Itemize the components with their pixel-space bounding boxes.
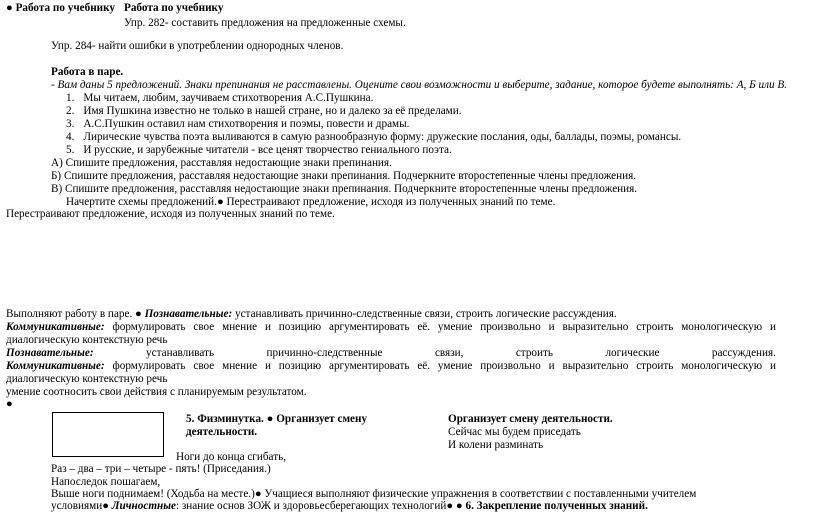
task-b: Б) Спишите предложения, расставляя недостающие знаки препинания. Подчеркните второстепенные члены предложения. [51,170,637,182]
pair-title: Работа в паре. [51,66,124,78]
bullet: ● [254,488,262,500]
task-v: В) Спишите предложения, расставляя недостающие знаки препинания. Подчеркните второстепенные члены предложения. [51,183,638,195]
poem-line: Напоследок пошагаем, [51,476,161,488]
bullet: ● [6,398,13,410]
uud-comm-1: Коммуникативные: формулировать свое мнение и позицию аргументировать её. умение произвольно и выразительно строить монологическую и [6,321,776,333]
pair-intro: - Вам даны 5 предложений. Знаки препинания не расставлены. Оцените свои возможности и выберите, задание, которое будете выполнять: А, Б или В. [51,79,788,91]
bullet: ● [6,2,13,14]
image-placeholder-box [52,412,164,457]
poem-line: Выше ноги поднимаем! (Ходьба на месте.)● Учащиеся выполняют физические упражнения в соответствии с поставленными учителем [51,488,697,500]
poem-line: Раз – два – три – четыре - пять! (Приседания.) [51,463,271,475]
last-line: условиями● Личностные: знание основ ЗОЖ и здоровьесберегающих технологий● ● 6. Закрепление полученных знаний. [51,500,648,512]
right-line-2: И колени разминать [448,439,544,451]
uud-comm-1-cont: диалогическую контекстную речь [6,334,168,346]
uud-correlate: умение соотносить свои действия с планируемым результатом. [6,386,307,398]
bullet: ● [455,500,463,512]
header-col2: Работа по учебнику [124,2,224,14]
list-item: 4. Лирические чувства поэта выливаются в самую разнообразную форму: дружеские послания, оды, баллады, поэмы, романсы. [66,131,682,143]
header-col1: Работа по учебнику [15,2,115,14]
bullet: ● [102,500,109,512]
list-item: 3. А.С.Пушкин оставил нам стихотворения и поэмы, повести и драмы. [66,118,410,130]
uud-line-1: Выполняют работу в паре. ● Познавательные: устанавливать причинно-следственные связи, строить логические рассуждения. [6,308,617,320]
uud-comm-2-cont: диалогическую контекстную речь [6,373,168,385]
header-line [6,2,115,15]
bullet: ● [135,308,142,320]
right-title: Организует смену деятельности. [448,413,613,425]
task-a: А) Спишите предложения, расставляя недостающие знаки препинания. [51,157,392,169]
bullet: ● [266,413,274,425]
exercise-282: Упр. 282- составить предложения на предложенные схемы. [124,17,406,29]
list-item: 1. Мы читаем, любим, заучиваем стихотворения А.С.Пушкина. [66,92,374,104]
draw-schemes: Начертите схемы предложений.● Перестраивают предложение, исходя из полученных знаний по теме. [66,196,556,208]
uud-cog-2: Познавательные: устанавливать причинно-следственные связи, строить логические рассуждения. [6,347,776,359]
poem-line: Ноги до конца сгибать, [176,451,287,463]
bullet: ● [446,500,454,512]
exercise-284: Упр. 284- найти ошибки в употреблении однородных членов. [51,40,344,52]
physical-title-line2: деятельности. [186,426,258,438]
list-item: 5. И русские, и зарубежные читатели - все ценят творчество гениального поэта. [66,144,452,156]
uud-comm-2: Коммуникативные: формулировать свое мнение и позицию аргументировать её. умение произвольно и выразительно строить монологическую и [6,360,776,372]
right-line-1: Сейчас мы будем приседать [448,426,581,438]
physical-title: 5. Физминутка. ● Организует смену [186,413,368,425]
rebuild-sentence: Перестраивают предложение, исходя из полученных знаний по теме. [6,208,335,220]
bullet: ● [216,196,224,208]
list-item: 2. Имя Пушкина известно не только в нашей стране, но и далеко за её пределами. [66,105,462,117]
